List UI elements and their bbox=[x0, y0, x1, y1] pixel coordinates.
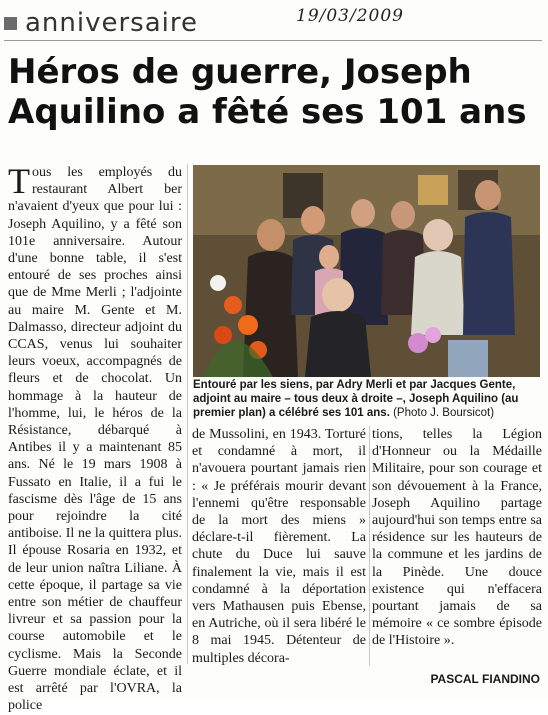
photo-caption bbox=[193, 378, 540, 420]
column-3-text: tions, telles la Légion d'Honneur ou la Médaille Militaire, pour son courage et son dévouement à la France, Joseph Aquilino partage aujourd'hui son temps entre sa résidence sur les hauteurs de la commune et les jardins de la Pinède. Une douce existence qui n'effacera pourtant jamais de sa mémoire « ce sombre épisode de l'Histoire ». bbox=[372, 427, 542, 649]
column-separator bbox=[187, 164, 188, 664]
photo-illustration bbox=[193, 165, 540, 377]
article-column-2 bbox=[192, 426, 366, 667]
rubric-divider bbox=[4, 40, 542, 41]
column-1-text: ous les employés du restaurant Albert ber n'avaient d'yeux que pour lui : Joseph Aquilino, y a fêté son 101e anniversaire. Autour d'une bonne table, il s'est entouré de ses proches ainsi que de Mme Merli ; l'adjointe au maire M. Gente et M. Dalmasso, directeur adjoint du CCAS, venus lui souhaiter leurs voeux, accompagnés de fleurs et de chocolat. Un hommage à la hauteur de l'homme, lui, le héros de la Résistance, débarqué à Antibes il y a maintenant 85 ans. Né le 19 mars 1908 à Fussato en Italie, il a fui le fascisme dès l'âge de 15 ans pour rejoindre la cité antiboise. Il ne la quittera plus. Il épouse Rosaria en 1932, et de leur union naîtra Liliane. À cette époque, il partage sa vie entre son métier de chauffeur livreur et sa passion pour la course automobile et le cyclisme. Mais la Seconde Guerre mondiale éclate, et il est arrêté par l'OVRA, la police bbox=[8, 165, 182, 714]
rubric-square-icon bbox=[4, 17, 17, 30]
column-2-text: de Mussolini, en 1943. Torturé et condamné à mort, il n'avouera pourtant jamais rien : « Je préférais mourir devant l'ennemi qu'être responsable de la mort des miens » déclare-t-il fièrement. La chute du Duce lui sauve finalement la vie, mais il est condamné à la déportation vers Mathausen puis Ebense, en Autriche, où il sera libéré le 8 mai 1945. Détenteur de multiples décora- bbox=[192, 427, 366, 666]
column-separator bbox=[369, 426, 370, 666]
headline: Héros de guerre, Joseph Aquilino a fêté ses 101 ans bbox=[8, 52, 527, 132]
drop-cap: T bbox=[8, 161, 30, 201]
author-byline: PASCAL FIANDINO bbox=[430, 672, 540, 686]
section-rubric bbox=[4, 8, 198, 38]
handwritten-date: 19/03/2009 bbox=[296, 6, 404, 26]
article-column-1 bbox=[8, 161, 182, 715]
photo-credit: (Photo J. Boursicot) bbox=[393, 407, 495, 419]
article-column-3 bbox=[372, 426, 542, 650]
rubric-label: anniversaire bbox=[25, 8, 199, 38]
caption-text: Entouré par les siens, par Adry Merli et par Jacques Gente, adjoint au maire – tous deux à droite –, Joseph Aquilino (au premier plan) a célébré ses 101 ans. bbox=[193, 379, 519, 419]
article-photo bbox=[193, 165, 540, 377]
